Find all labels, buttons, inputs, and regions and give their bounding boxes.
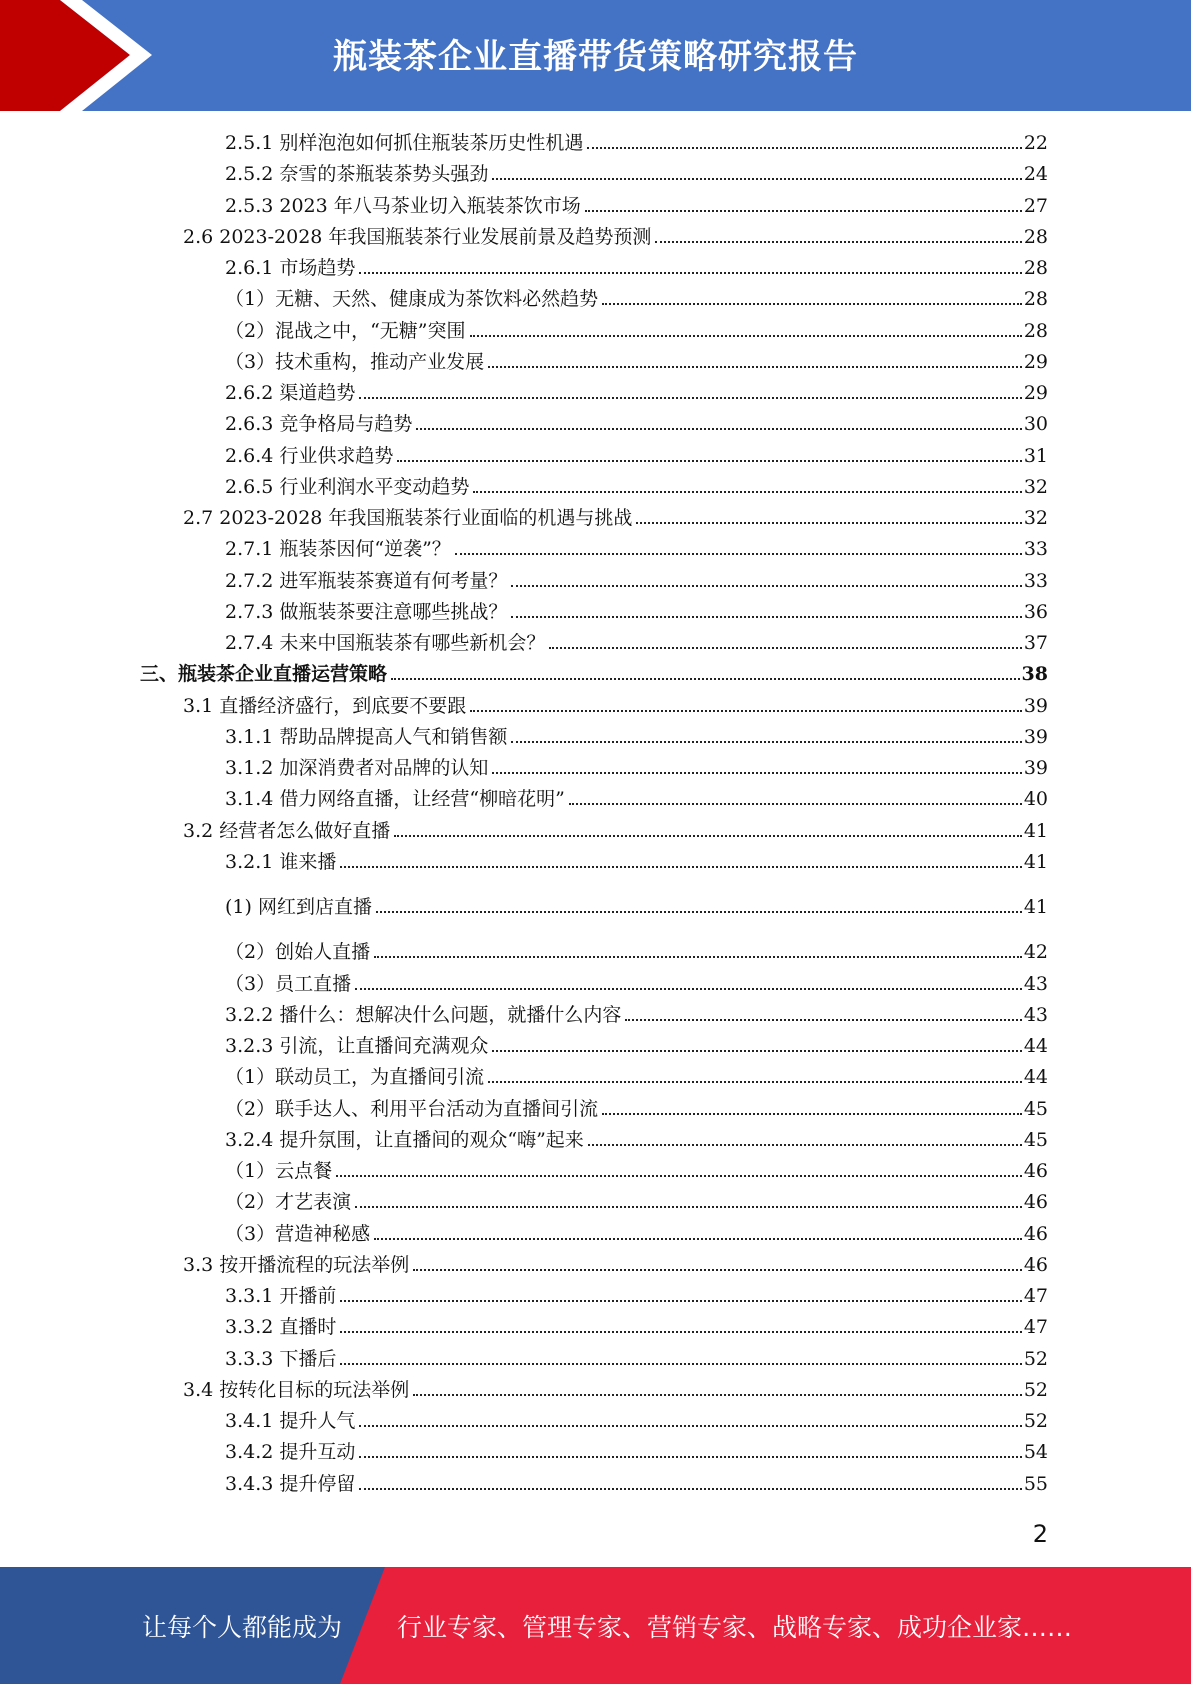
toc-entry-title: 3.2 经营者怎么做好直播 xyxy=(183,820,391,842)
toc-dot-leader xyxy=(397,460,1021,462)
toc-dot-leader xyxy=(492,772,1021,774)
toc-entry-page: 52 xyxy=(1023,1379,1048,1401)
toc-entry-title: 2.5.1 别样泡泡如何抓住瓶装茶历史性机遇 xyxy=(225,132,584,154)
toc-entry-page: 33 xyxy=(1023,570,1048,592)
toc-entry-page: 28 xyxy=(1023,288,1048,310)
toc-entry-title: 2.6.5 行业利润水平变动趋势 xyxy=(225,476,470,498)
toc-entry-title: 三、瓶装茶企业直播运营策略 xyxy=(140,663,388,685)
toc-dot-leader xyxy=(492,1050,1021,1052)
toc-entry-title: 2.5.2 奈雪的茶瓶装茶势头强劲 xyxy=(225,163,489,185)
toc-dot-leader xyxy=(470,335,1022,337)
toc-entry-title: 2.6.4 行业供求趋势 xyxy=(225,445,394,467)
toc-dot-leader xyxy=(374,956,1022,958)
toc-entry-page: 45 xyxy=(1023,1098,1048,1120)
toc-entry[interactable] xyxy=(225,596,1048,624)
toc-entry-title: （2）才艺表演 xyxy=(225,1191,352,1213)
toc-entry[interactable] xyxy=(225,1124,1048,1152)
toc-entry-page: 32 xyxy=(1023,476,1048,498)
toc-dot-leader xyxy=(340,1300,1021,1302)
toc-entry[interactable] xyxy=(225,936,1048,964)
toc-entry-page: 29 xyxy=(1023,351,1048,373)
toc-entry-page: 45 xyxy=(1023,1129,1048,1151)
toc-entry-page: 22 xyxy=(1023,132,1048,154)
toc-dot-leader xyxy=(602,1113,1022,1115)
toc-entry[interactable] xyxy=(225,252,1048,280)
toc-entry-page: 54 xyxy=(1023,1441,1048,1463)
toc-entry[interactable] xyxy=(225,533,1048,561)
toc-entry-page: 39 xyxy=(1023,695,1048,717)
toc-entry-title: （1）无糖、天然、健康成为茶饮料必然趋势 xyxy=(225,288,599,310)
toc-entry-title: 3.1 直播经济盛行，到底要不要跟 xyxy=(183,695,467,717)
page-number: 2 xyxy=(1032,1520,1048,1548)
toc-entry-title: 3.2.3 引流，让直播间充满观众 xyxy=(225,1035,489,1057)
toc-entry-title: 3.2.1 谁来播 xyxy=(225,851,337,873)
toc-entry-page: 47 xyxy=(1023,1316,1048,1338)
toc-entry-title: 2.7.1 瓶装茶因何“逆袭”？ xyxy=(225,538,451,560)
toc-entry[interactable] xyxy=(225,158,1048,186)
toc-entry[interactable] xyxy=(225,315,1048,343)
toc-entry-page: 32 xyxy=(1023,507,1048,529)
toc-entry-page: 28 xyxy=(1023,257,1048,279)
toc-dot-leader xyxy=(549,647,1021,649)
toc-dot-leader xyxy=(492,178,1021,180)
toc-dot-leader xyxy=(455,553,1022,555)
toc-dot-leader xyxy=(602,303,1022,305)
toc-entry-title: 2.6.3 竞争格局与趋势 xyxy=(225,413,413,435)
toc-entry-title: （3）营造神秘感 xyxy=(225,1223,371,1245)
toc-dot-leader xyxy=(413,1394,1022,1396)
toc-entry-page: 52 xyxy=(1023,1410,1048,1432)
toc-dot-leader xyxy=(588,1144,1022,1146)
toc-entry[interactable] xyxy=(225,846,1048,874)
toc-entry[interactable] xyxy=(225,1343,1048,1371)
toc-dot-leader xyxy=(359,1456,1021,1458)
toc-dot-leader xyxy=(359,1425,1021,1427)
toc-entry[interactable] xyxy=(225,1093,1048,1121)
toc-entry[interactable] xyxy=(225,127,1048,155)
toc-entry-page: 38 xyxy=(1021,663,1048,685)
toc-entry-title: 3.3.3 下播后 xyxy=(225,1348,337,1370)
toc-entry-title: 3.3 按开播流程的玩法举例 xyxy=(183,1254,410,1276)
toc-entry-title: （3）员工直播 xyxy=(225,973,352,995)
toc-entry[interactable] xyxy=(183,1374,1048,1402)
toc-entry[interactable] xyxy=(225,565,1048,593)
toc-entry-title: （2）创始人直播 xyxy=(225,941,371,963)
toc-entry[interactable] xyxy=(183,1249,1048,1277)
toc-entry-title: 3.3.2 直播时 xyxy=(225,1316,337,1338)
toc-entry-page: 43 xyxy=(1023,973,1048,995)
toc-entry-title: 2.7.2 进军瓶装茶赛道有何考量？ xyxy=(225,570,508,592)
toc-entry[interactable] xyxy=(225,471,1048,499)
toc-dot-leader xyxy=(394,835,1022,837)
toc-entry-title: （3）技术重构，推动产业发展 xyxy=(225,351,485,373)
toc-dot-leader xyxy=(511,616,1021,618)
toc-entry-page: 40 xyxy=(1023,788,1048,810)
toc-dot-leader xyxy=(569,803,1022,805)
toc-dot-leader xyxy=(511,741,1021,743)
toc-dot-leader xyxy=(376,911,1022,913)
toc-entry[interactable] xyxy=(225,999,1048,1027)
toc-entry[interactable] xyxy=(225,1468,1048,1496)
toc-entry-page: 41 xyxy=(1023,896,1048,918)
toc-entry[interactable] xyxy=(225,627,1048,655)
toc-entry-title: 3.4.2 提升互动 xyxy=(225,1441,356,1463)
toc-dot-leader xyxy=(470,710,1022,712)
toc-entry-page: 30 xyxy=(1023,413,1048,435)
toc-entry-title: 3.4 按转化目标的玩法举例 xyxy=(183,1379,410,1401)
toc-dot-leader xyxy=(488,366,1022,368)
toc-dot-leader xyxy=(488,1081,1022,1083)
toc-entry-page: 46 xyxy=(1023,1160,1048,1182)
toc-entry[interactable] xyxy=(225,1155,1048,1183)
toc-dot-leader xyxy=(336,1175,1022,1177)
toc-dot-leader xyxy=(636,522,1021,524)
toc-entry[interactable] xyxy=(225,891,1048,919)
toc-dot-leader xyxy=(355,1206,1022,1208)
toc-entry-page: 42 xyxy=(1023,941,1048,963)
toc-entry-page: 29 xyxy=(1023,382,1048,404)
toc-entry[interactable] xyxy=(183,690,1048,718)
toc-dot-leader xyxy=(355,988,1022,990)
toc-entry-page: 39 xyxy=(1023,757,1048,779)
toc-dot-leader xyxy=(511,585,1021,587)
toc-dot-leader xyxy=(359,272,1021,274)
toc-entry[interactable] xyxy=(140,658,1048,686)
toc-entry[interactable] xyxy=(183,221,1048,249)
toc-entry-title: （1）云点餐 xyxy=(225,1160,333,1182)
toc-entry-title: 3.2.4 提升氛围，让直播间的观众“嗨”起来 xyxy=(225,1129,584,1151)
toc-entry-title: 3.4.3 提升停留 xyxy=(225,1473,356,1495)
toc-entry-page: 37 xyxy=(1023,632,1048,654)
toc-entry-page: 43 xyxy=(1023,1004,1048,1026)
toc-entry-page: 28 xyxy=(1023,320,1048,342)
toc-entry-title: （2）联手达人、利用平台活动为直播间引流 xyxy=(225,1098,599,1120)
toc-entry[interactable] xyxy=(225,1311,1048,1339)
toc-entry-page: 33 xyxy=(1023,538,1048,560)
toc-dot-leader xyxy=(655,241,1021,243)
toc-dot-leader xyxy=(340,1331,1021,1333)
toc-entry-title: 3.4.1 提升人气 xyxy=(225,1410,356,1432)
toc-entry[interactable] xyxy=(183,502,1048,530)
toc-entry-title: 2.7.3 做瓶装茶要注意哪些挑战？ xyxy=(225,601,508,623)
toc-entry[interactable] xyxy=(225,1218,1048,1246)
toc-entry-title: 2.7.4 未来中国瓶装茶有哪些新机会？ xyxy=(225,632,546,654)
toc-entry[interactable] xyxy=(225,1280,1048,1308)
footer-slogan-right: 行业专家、管理专家、营销专家、战略专家、成功企业家…… xyxy=(397,1612,1073,1642)
toc-entry-title: 2.7 2023-2028 年我国瓶装茶行业面临的机遇与挑战 xyxy=(183,507,633,529)
toc-dot-leader xyxy=(374,1238,1022,1240)
toc-entry-page: 24 xyxy=(1023,163,1048,185)
toc-dot-leader xyxy=(359,1488,1021,1490)
toc-entry[interactable] xyxy=(225,190,1048,218)
toc-dot-leader xyxy=(391,678,1020,680)
toc-entry-page: 46 xyxy=(1023,1223,1048,1245)
toc-dot-leader xyxy=(340,866,1021,868)
toc-entry-page: 46 xyxy=(1023,1191,1048,1213)
page-footer xyxy=(0,1567,1191,1684)
footer-slogan-left: 让每个人都能成为 xyxy=(142,1612,343,1642)
toc-dot-leader xyxy=(587,147,1021,149)
toc-entry-title: 2.6.2 渠道趋势 xyxy=(225,382,356,404)
toc-dot-leader xyxy=(340,1363,1021,1365)
toc-entry-page: 31 xyxy=(1023,445,1048,467)
toc-entry-page: 27 xyxy=(1023,195,1048,217)
toc-dot-leader xyxy=(585,210,1022,212)
toc-entry-title: 3.2.2 播什么：想解决什么问题，就播什么内容 xyxy=(225,1004,622,1026)
toc-entry-title: （2）混战之中，“无糖”突围 xyxy=(225,320,466,342)
toc-entry-title: 3.3.1 开播前 xyxy=(225,1285,337,1307)
toc-dot-leader xyxy=(473,491,1021,493)
toc-entry-page: 41 xyxy=(1023,851,1048,873)
toc-entry-title: （1）联动员工，为直播间引流 xyxy=(225,1066,485,1088)
toc-entry[interactable] xyxy=(225,408,1048,436)
toc-entry-title: 2.6 2023-2028 年我国瓶装茶行业发展前景及趋势预测 xyxy=(183,226,652,248)
toc-entry-title: 2.6.1 市场趋势 xyxy=(225,257,356,279)
toc-entry-page: 28 xyxy=(1023,226,1048,248)
toc-entry[interactable] xyxy=(225,346,1048,374)
toc-entry[interactable] xyxy=(225,1061,1048,1089)
toc-entry-page: 36 xyxy=(1023,601,1048,623)
toc-entry[interactable] xyxy=(225,752,1048,780)
toc-entry-title: 2.5.3 2023 年八马茶业切入瓶装茶饮市场 xyxy=(225,195,581,217)
toc-entry-page: 47 xyxy=(1023,1285,1048,1307)
toc-entry[interactable] xyxy=(225,783,1048,811)
toc-dot-leader xyxy=(413,1269,1022,1271)
toc-entry[interactable] xyxy=(225,968,1048,996)
toc-entry-page: 39 xyxy=(1023,726,1048,748)
toc-dot-leader xyxy=(625,1019,1021,1021)
toc-entry[interactable] xyxy=(225,1405,1048,1433)
toc-dot-leader xyxy=(416,428,1021,430)
page-header xyxy=(0,0,1191,111)
toc-entry-title: 3.1.4 借力网络直播，让经营“柳暗花明” xyxy=(225,788,565,810)
toc-entry[interactable] xyxy=(225,1186,1048,1214)
toc-entry[interactable] xyxy=(225,377,1048,405)
toc-entry-title: 3.1.2 加深消费者对品牌的认知 xyxy=(225,757,489,779)
toc-entry-page: 41 xyxy=(1023,820,1048,842)
toc-entry-title: (1) 网红到店直播 xyxy=(225,896,372,918)
toc-entry-page: 44 xyxy=(1023,1066,1048,1088)
toc-entry[interactable] xyxy=(183,815,1048,843)
toc-entry[interactable] xyxy=(225,1030,1048,1058)
toc-entry-page: 44 xyxy=(1023,1035,1048,1057)
toc-entry[interactable] xyxy=(225,1436,1048,1464)
toc-entry-page: 55 xyxy=(1023,1473,1048,1495)
toc-entry[interactable] xyxy=(225,721,1048,749)
toc-entry[interactable] xyxy=(225,440,1048,468)
toc-dot-leader xyxy=(359,397,1021,399)
report-title: 瓶装茶企业直播带货策略研究报告 xyxy=(333,37,858,77)
toc-entry-page: 52 xyxy=(1023,1348,1048,1370)
toc-entry-page: 46 xyxy=(1023,1254,1048,1276)
toc-entry-title: 3.1.1 帮助品牌提高人气和销售额 xyxy=(225,726,508,748)
toc-entry[interactable] xyxy=(225,283,1048,311)
